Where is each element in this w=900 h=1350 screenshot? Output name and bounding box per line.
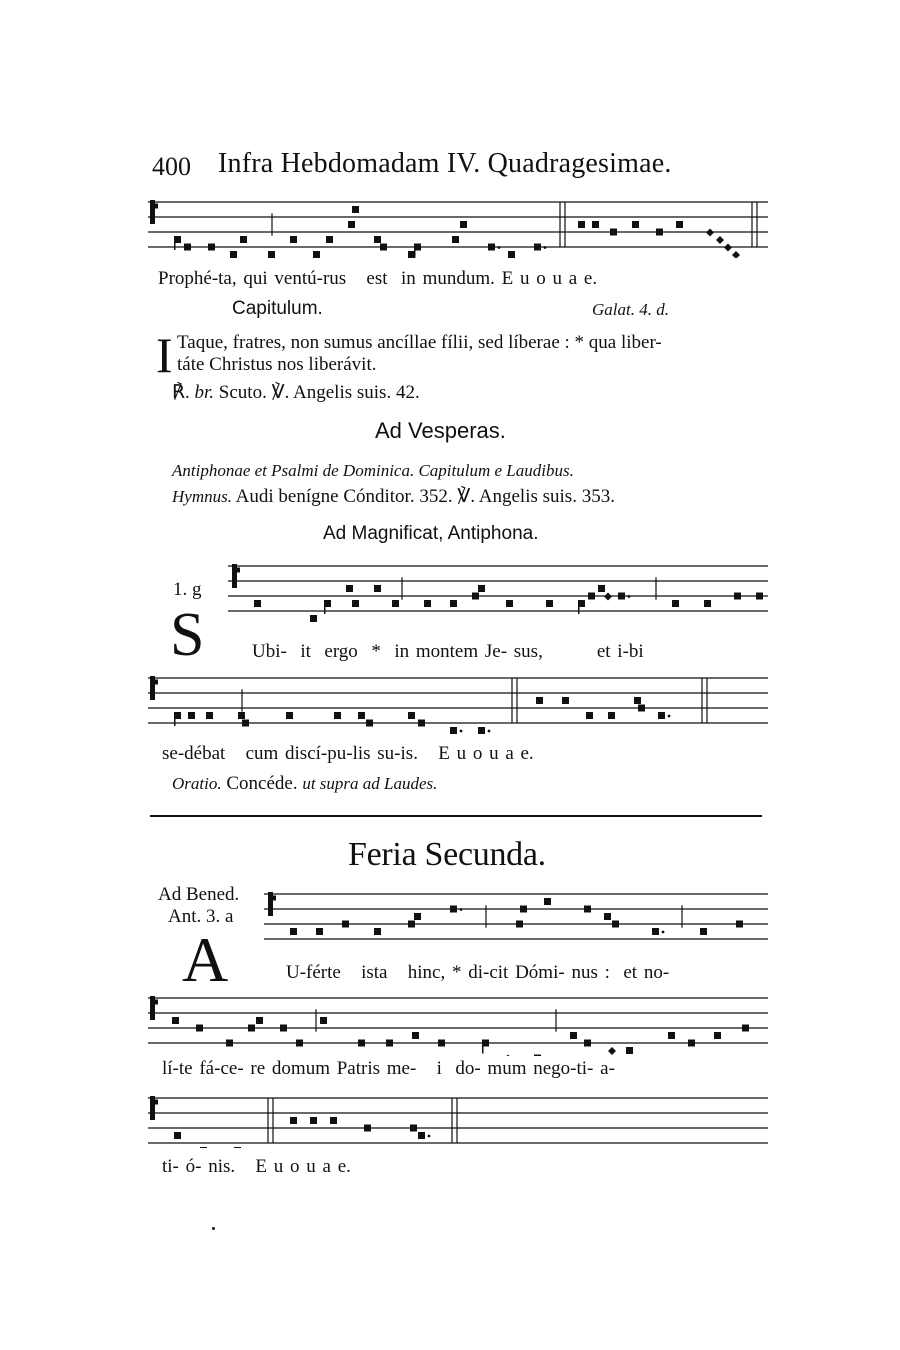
neume xyxy=(570,1032,577,1039)
neume xyxy=(544,898,551,905)
mora-dot xyxy=(488,730,491,733)
neume-rhombus xyxy=(732,251,740,258)
neume xyxy=(188,712,195,719)
hymn-text: Audi benígne Cónditor. 352. xyxy=(235,486,453,507)
mora-dot xyxy=(498,246,501,249)
neume xyxy=(612,921,619,928)
neume xyxy=(460,221,467,228)
neume xyxy=(364,1125,371,1132)
capitulum-initial: I xyxy=(156,327,173,383)
neume xyxy=(330,1117,337,1124)
benedictus-label-1: Ad Bened. xyxy=(158,884,240,905)
chant-staff-5 xyxy=(148,984,768,1056)
chant-staff-6 xyxy=(148,1084,768,1148)
neume xyxy=(172,1017,179,1024)
neume xyxy=(676,221,683,228)
neume xyxy=(358,1040,365,1047)
neume xyxy=(418,720,425,727)
neume xyxy=(520,906,527,913)
neume xyxy=(374,236,381,243)
print-speck xyxy=(212,1227,215,1230)
neume xyxy=(584,1040,591,1047)
neume xyxy=(342,921,349,928)
responsory-abbr: br. xyxy=(194,382,215,403)
neume-rhombus xyxy=(724,244,732,252)
neume xyxy=(174,1132,181,1139)
clef-mark xyxy=(235,568,240,573)
neume xyxy=(334,712,341,719)
neume xyxy=(438,1040,445,1047)
neume xyxy=(562,697,569,704)
neume xyxy=(652,928,659,935)
clef-mark xyxy=(153,204,158,209)
neume xyxy=(598,585,605,592)
mora-dot xyxy=(628,595,631,598)
neume xyxy=(588,593,595,600)
capitulum-heading: Capitulum. xyxy=(232,298,323,319)
page-number: 400 xyxy=(152,152,191,181)
syllable: est xyxy=(366,268,388,289)
neume xyxy=(386,1040,393,1047)
versicle-symbol: ℣. xyxy=(457,486,476,507)
neume-rhombus xyxy=(716,236,724,244)
neume xyxy=(238,712,245,719)
syllable: u xyxy=(519,268,530,289)
capitulum-line-1: Taque, fratres, non sumus ancíllae fílii, sed líberae : * qua liber- xyxy=(177,332,662,353)
neume xyxy=(358,712,365,719)
neume xyxy=(546,600,553,607)
neume xyxy=(408,251,415,258)
responsory-line xyxy=(172,381,420,404)
neume xyxy=(310,1117,317,1124)
neume xyxy=(634,697,641,704)
neume xyxy=(534,1055,541,1057)
neume xyxy=(700,928,707,935)
mora-dot xyxy=(460,730,463,733)
page-title: Infra Hebdomadam IV. Quadragesimae. xyxy=(218,148,672,179)
neume xyxy=(280,1025,287,1032)
neume xyxy=(256,1017,263,1024)
neume xyxy=(672,600,679,607)
neume xyxy=(608,712,615,719)
neume xyxy=(688,1040,695,1047)
syllable: mundum. xyxy=(422,268,495,289)
neume-stem xyxy=(578,600,580,614)
clef-mark xyxy=(153,1000,158,1005)
neume xyxy=(714,1032,721,1039)
neume xyxy=(200,1147,207,1148)
neume xyxy=(506,600,513,607)
neume xyxy=(424,600,431,607)
neume xyxy=(618,593,625,600)
neume xyxy=(450,727,457,734)
versicle-text: Angelis suis. 42. xyxy=(293,382,420,403)
neume-stem xyxy=(324,600,326,614)
neume xyxy=(578,221,585,228)
neume-rhombus xyxy=(706,229,714,237)
neume xyxy=(374,585,381,592)
antiphon-initial-s: S xyxy=(170,601,205,669)
neume-stem xyxy=(174,236,176,250)
neume xyxy=(348,221,355,228)
mora-dot xyxy=(428,1135,431,1138)
syllable: ventú-rus xyxy=(274,268,347,289)
neume xyxy=(604,913,611,920)
capitulum-reference: Galat. 4. d. xyxy=(592,300,669,319)
neume xyxy=(352,206,359,213)
neume-stem xyxy=(174,712,176,726)
neume xyxy=(380,244,387,251)
benedictus-lyrics-3: ti- ó- nis. E u o u a e. xyxy=(162,1156,351,1177)
neume xyxy=(374,928,381,935)
neume xyxy=(310,615,317,622)
clef-mark xyxy=(153,680,158,685)
chant-staff-1 xyxy=(148,188,768,258)
section-divider xyxy=(150,815,762,817)
neume xyxy=(313,251,320,258)
neume xyxy=(704,600,711,607)
neume xyxy=(516,921,523,928)
versicle-symbol: ℣. xyxy=(271,382,290,403)
neume xyxy=(418,1132,425,1139)
neume xyxy=(452,236,459,243)
mora-dot xyxy=(544,246,547,249)
neume xyxy=(352,600,359,607)
responsory-text: Scuto. xyxy=(218,382,267,403)
capitulum-line-2: táte Christus nos liberávit. xyxy=(177,354,377,375)
vespers-line-1: Antiphonae et Psalmi de Dominica. Capitulum e Laudibus. xyxy=(172,461,574,480)
neume xyxy=(290,236,297,243)
neume xyxy=(450,600,457,607)
neume xyxy=(290,928,297,935)
neume xyxy=(638,705,645,712)
hymn-versicle-text: Angelis suis. 353. xyxy=(478,486,615,507)
syllable: o xyxy=(536,268,546,289)
magnificat-heading: Ad Magnificat, Antiphona. xyxy=(323,523,539,544)
neume xyxy=(756,593,763,600)
oratio-line: Oratio. Concéde. ut supra ad Laudes. xyxy=(172,773,438,794)
neume xyxy=(320,1017,327,1024)
neume xyxy=(248,1025,255,1032)
neume xyxy=(392,600,399,607)
neume xyxy=(736,921,743,928)
benedictus-lyrics-1: U-férte ista hinc, * di-cit Dómi- nus : et no- xyxy=(286,962,670,983)
neume-rhombus xyxy=(604,593,612,601)
benedictus-label-2: Ant. 3. a xyxy=(168,906,234,927)
neume xyxy=(414,913,421,920)
neume xyxy=(242,720,249,727)
neume xyxy=(316,928,323,935)
mode-label: 1. g xyxy=(173,579,202,600)
neume xyxy=(184,244,191,251)
neume xyxy=(326,236,333,243)
neume-stem xyxy=(482,1040,484,1054)
neume xyxy=(208,244,215,251)
neume xyxy=(230,251,237,258)
neume xyxy=(584,906,591,913)
mora-dot xyxy=(460,908,463,911)
neume xyxy=(226,1040,233,1047)
neume xyxy=(206,712,213,719)
neume xyxy=(658,712,665,719)
neume xyxy=(450,906,457,913)
responsory-symbol: ℟. xyxy=(172,382,190,403)
neume xyxy=(290,1117,297,1124)
neume xyxy=(534,244,541,251)
feria-heading: Feria Secunda. xyxy=(348,836,546,873)
magnificat-lyrics-2: se-débat cum discí-pu-lis su-is. E u o u a e. xyxy=(162,743,534,764)
magnificat-lyrics-1: Ubi- it ergo * in montem Je- sus, et i-bi xyxy=(252,641,644,662)
neume xyxy=(488,244,495,251)
chant-staff-3 xyxy=(148,664,768,739)
neume xyxy=(408,921,415,928)
neume xyxy=(196,1025,203,1032)
neume xyxy=(478,585,485,592)
syllable: E xyxy=(501,268,514,289)
neume xyxy=(410,1125,417,1132)
neume xyxy=(296,1040,303,1047)
neume xyxy=(508,251,515,258)
neume xyxy=(240,236,247,243)
neume xyxy=(632,221,639,228)
syllable: Prophé-ta, xyxy=(158,268,237,289)
vespers-heading: Ad Vesperas. xyxy=(375,418,506,443)
neume xyxy=(472,593,479,600)
neume-stem xyxy=(414,244,416,258)
neume xyxy=(742,1025,749,1032)
neume xyxy=(408,712,415,719)
neume xyxy=(610,229,617,236)
vespers-line-2 xyxy=(172,485,615,508)
benedictus-lyrics-2: lí-te fá-ce- re domum Patris me- i do- mum nego-ti- a- xyxy=(162,1058,615,1079)
neume xyxy=(286,712,293,719)
neume-rhombus xyxy=(608,1047,616,1055)
chant-staff-4 xyxy=(264,880,768,950)
neume xyxy=(668,1032,675,1039)
neume xyxy=(586,712,593,719)
neume xyxy=(592,221,599,228)
chant-staff-2 xyxy=(228,552,768,632)
antiphon-initial-a: A xyxy=(182,924,229,995)
syllable: qui xyxy=(243,268,268,289)
neume xyxy=(234,1147,241,1148)
neume xyxy=(366,720,373,727)
syllable: e. xyxy=(583,268,598,289)
neume-rhombus xyxy=(504,1055,512,1057)
neume xyxy=(734,593,741,600)
syllable: a xyxy=(568,268,578,289)
neume xyxy=(346,585,353,592)
clef-mark xyxy=(271,896,276,901)
neume xyxy=(254,600,261,607)
chant1-lyrics xyxy=(158,268,597,290)
hymn-label: Hymnus. xyxy=(172,487,232,506)
neume xyxy=(536,697,543,704)
neume xyxy=(656,229,663,236)
neume xyxy=(478,727,485,734)
mora-dot xyxy=(662,931,665,934)
syllable: u xyxy=(552,268,562,289)
syllable: in xyxy=(401,268,416,289)
mora-dot xyxy=(668,715,671,718)
clef-mark xyxy=(153,1100,158,1105)
neume xyxy=(626,1047,633,1054)
neume xyxy=(268,251,275,258)
neume xyxy=(412,1032,419,1039)
